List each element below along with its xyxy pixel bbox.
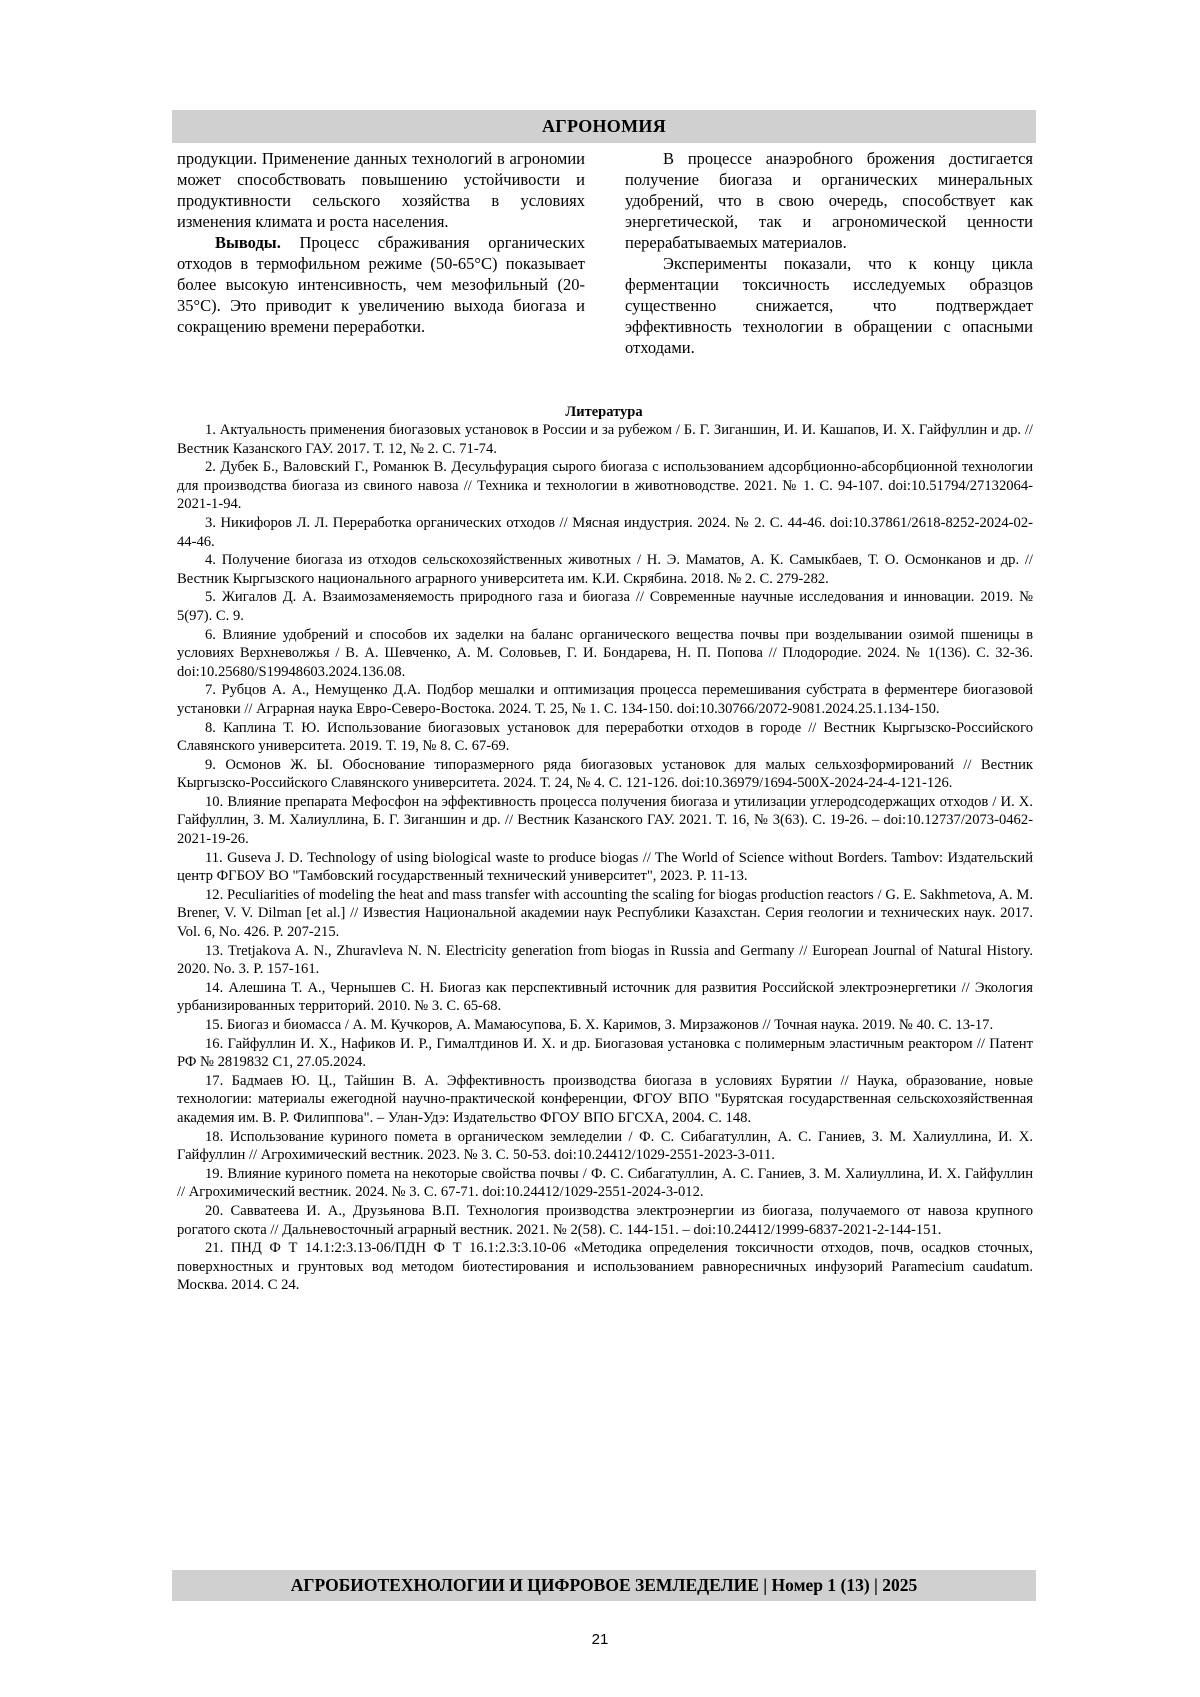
- reference-item: 15. Биогаз и биомасса / А. М. Кучкоров, А. Мамаюсупова, Б. Х. Каримов, З. Мирзажонов // Точная наука. 2019. № 40. С. 13-17.: [205, 1017, 994, 1033]
- reference-item: 13. Tretjakova A. N., Zhuravleva N. N. Electricity generation from biogas in Russia and Germany // European Journal of Natural History. 2020. No. 3. P. 157-161.: [177, 942, 1033, 978]
- references-title: Литература: [565, 404, 643, 420]
- journal-footer: АГРОБИОТЕХНОЛОГИИ И ЦИФРОВОЕ ЗЕМЛЕДЕЛИЕ | Номер 1 (13) | 2025: [172, 1570, 1036, 1601]
- reference-item: 12. Peculiarities of modeling the heat and mass transfer with accounting the scaling for biogas production reactors / G. E. Sakhmetova, A. M. Brener, V. V. Dilman [et al.] // Известия Национальной академии наук Республики Казахстан. Серия геологии и технических наук. 2017. Vol. 6, No. 426. P. 207-215.: [177, 886, 1033, 941]
- reference-item: 10. Влияние препарата Мефосфон на эффективность процесса получения биогаза и утилизации углеродсодержащих отходов / И. Х. Гайфуллин, З. М. Халиуллина, Б. Г. Зиганшин и др. // Вестник Казанского ГАУ. 2021. Т. 16, № 3(63). С. 19-26. – doi:10.12737/2073-0462-2021-19-26.: [177, 793, 1033, 848]
- left-column: [177, 148, 585, 337]
- reference-item: 11. Guseva J. D. Technology of using biological waste to produce biogas // The World of Science without Borders. Tambov: Издательский центр ФГБОУ ВО "Тамбовский государственный технический университет", 2023. P. 11-13.: [177, 849, 1033, 885]
- reference-item: 9. Осмонов Ж. Ы. Обоснование типоразмерного ряда биогазовых установок для малых сельхозформирований // Вестник Кыргызско-Российского Славянского университета. 2024. Т. 24, № 4. С. 121-126. doi:10.36979/1694-500X-2024-24-4-121-126.: [177, 756, 1033, 792]
- right-column: [625, 148, 1033, 358]
- reference-item: 1. Актуальность применения биогазовых установок в России и за рубежом / Б. Г. Зиганшин, И. И. Кашапов, И. Х. Гайфуллин и др. // Вестник Казанского ГАУ. 2017. Т. 12, № 2. С. 71-74.: [177, 422, 1033, 457]
- left-paragraph-1: продукции. Применение данных технологий в агрономии может способствовать повышению устойчивости и продуктивности сельского хозяйства в условиях изменения климата и роста населения.: [177, 149, 585, 231]
- reference-item: 2. Дубек Б., Валовский Г., Романюк В. Десульфурация сырого биогаза с использованием адсорбционно-абсорбционной технологии для производства биогаза из свиного навоза // Техника и технологии в животноводстве. 2021. № 1. С. 94-107. doi:10.51794/27132064-2021-1-94.: [177, 459, 1033, 513]
- reference-item: 6. Влияние удобрений и способов их заделки на баланс органического вещества почвы при возделывании озимой пшеницы в условиях Верхневолжья / В. А. Шевченко, А. М. Соловьев, Г. И. Бондарева, Н. П. Попова // Плодородие. 2024. № 1(136). С. 32-36. doi:10.25680/S19948603.2024.136.08.: [177, 626, 1033, 680]
- page-number: 21: [591, 1631, 609, 1648]
- reference-item: 19. Влияние куриного помета на некоторые свойства почвы / Ф. С. Сибагатуллин, А. С. Ганиев, З. М. Халиуллина, И. Х. Гайфуллин // Агрохимический вестник. 2024. № 3. С. 67-71. doi:10.24412/1029-2551-2024-3-012.: [177, 1165, 1033, 1201]
- right-paragraph-2: Эксперименты показали, что к концу цикла ферментации токсичность исследуемых образцов существенно снижается, что подтверждает эффективность технологии в обращении с опасными отходами.: [625, 254, 1033, 357]
- reference-item: 3. Никифоров Л. Л. Переработка органических отходов // Мясная индустрия. 2024. № 2. С. 44-46. doi:10.37861/2618-8252-2024-02-44-46.: [177, 514, 1033, 550]
- conclusions-paragraph: [177, 232, 585, 337]
- conclusions-text: Процесс сбраживания органических отходов в термофильном режиме (50-65°C) показывает более высокую интенсивность, чем мезофильный (20-35°C). Это приводит к увеличению выхода биогаза и сокращению времени переработки.: [177, 233, 585, 336]
- references-list: [177, 421, 1033, 1295]
- reference-item: 18. Использование куриного помета в органическом земледелии / Ф. С. Сибагатуллин, А. С. Ганиев, З. М. Халиуллина, И. Х. Гайфуллин // Агрохимический вестник. 2023. № 3. С. 50-53. doi:10.24412/1029-2551-2023-3-011.: [177, 1128, 1033, 1164]
- body-columns: [177, 148, 1033, 388]
- reference-item: 8. Каплина Т. Ю. Использование биогазовых установок для переработки отходов в городе // Вестник Кыргызско-Российского Славянского университета. 2019. Т. 19, № 8. С. 67-69.: [177, 719, 1033, 755]
- reference-item: 17. Бадмаев Ю. Ц., Тайшин В. А. Эффективность производства биогаза в условиях Бурятии // Наука, образование, новые технологии: материалы ежегодной научно-практической конференции, ФГОУ ВПО "Бурятская государственная сельскохозяйственная академия им. В. Р. Филиппова". – Улан-Удэ: Издательство ФГОУ ВПО БГСХА, 2004. С. 148.: [177, 1072, 1033, 1126]
- reference-item: 4. Получение биогаза из отходов сельскохозяйственных животных / Н. Э. Маматов, А. К. Самыкбаев, Т. О. Осмонканов и др. // Вестник Кыргызского национального аграрного университета им. К.И. Скрябина. 2018. № 2. С. 279-282.: [177, 552, 1033, 587]
- conclusions-lead: Выводы.: [215, 233, 281, 252]
- right-paragraph-1: В процессе анаэробного брожения достигается получение биогаза и органических минеральных удобрений, что в свою очередь, способствует как энергетической, так и агрономической ценности перерабатываемых материалов.: [625, 149, 1033, 252]
- reference-item: 16. Гайфуллин И. Х., Нафиков И. Р., Гималтдинов И. Х. и др. Биогазовая установка с полимерным эластичным реактором // Патент РФ № 2819832 C1, 27.05.2024.: [177, 1035, 1033, 1071]
- reference-item: 5. Жигалов Д. А. Взаимозаменяемость природного газа и биогаза // Современные научные исследования и инновации. 2019. № 5(97). С. 9.: [177, 589, 1033, 624]
- reference-item: 21. ПНД Ф Т 14.1:2:3.13-06/ПДН Ф Т 16.1:2.3:3.10-06 «Методика определения токсичности отходов, почв, осадков сточных, поверхностных и грунтовых вод методом биотестирования и использованием равноресничных инфузорий Paramecium caudatum. Москва. 2014. С 24.: [177, 1240, 1033, 1294]
- reference-item: 7. Рубцов А. А., Немущенко Д.А. Подбор мешалки и оптимизация процесса перемешивания субстрата в ферментере биогазовой установки // Аграрная наука Евро-Северо-Востока. 2024. Т. 25, № 1. С. 134-150. doi:10.30766/2072-9081.2024.25.1.134-150.: [177, 682, 1033, 717]
- reference-item: 14. Алешина Т. А., Чернышев С. Н. Биогаз как перспективный источник для развития Российской электроэнергетики // Экология урбанизированных территорий. 2010. № 3. С. 65-68.: [177, 979, 1033, 1015]
- section-header: АГРОНОМИЯ: [172, 110, 1036, 143]
- reference-item: 20. Савватеева И. А., Друзьянова В.П. Технология производства электроэнергии из биогаза, получаемого от навоза крупного рогатого скота // Дальневосточный аграрный вестник. 2021. № 2(58). С. 144-151. – doi:10.24412/1999-6837-2021-2-144-151.: [177, 1202, 1033, 1238]
